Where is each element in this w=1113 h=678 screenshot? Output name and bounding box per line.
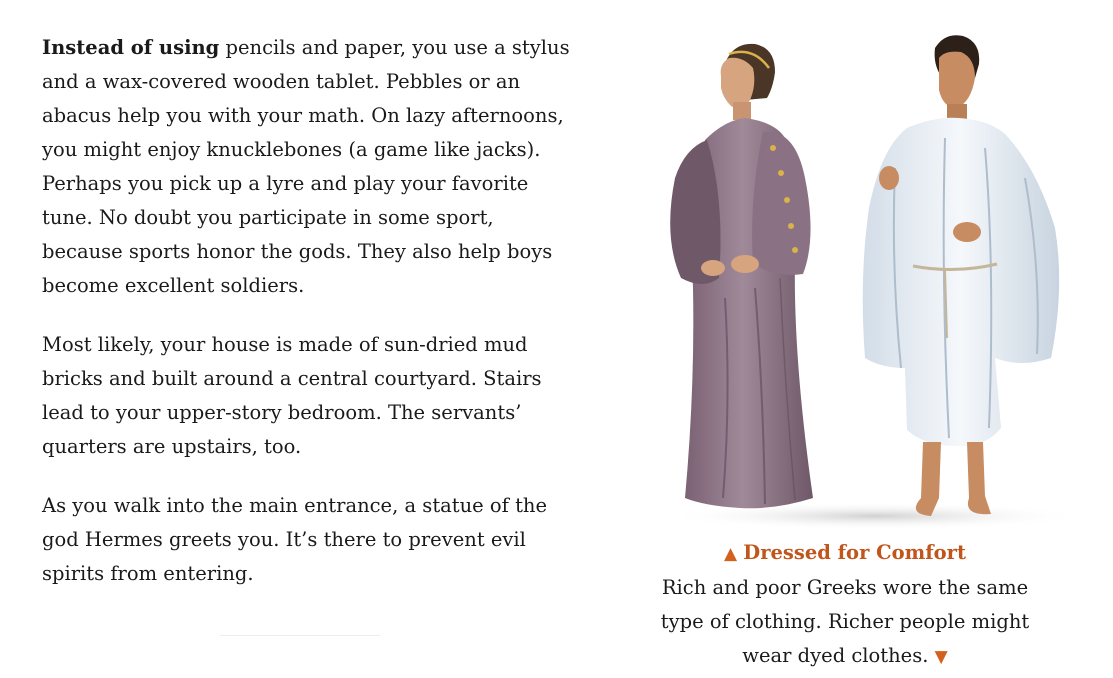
divider (220, 635, 380, 636)
paragraph-entrance: As you walk into the main entrance, a statue of the god Hermes greets you. It’s there to prevent evil spirits from entering. (42, 494, 548, 585)
article-body (42, 31, 572, 616)
woman-figure (670, 44, 813, 508)
caption-text-line (655, 571, 1035, 674)
paragraph-text: pencils and paper, you use a stylus and a wax-covered wooden tablet. Pebbles or an abacus help you with your math. On lazy afternoons, you might enjoy knucklebones (a game like jacks). Perhaps you pick up a lyre and play your favorite tune. No doubt you participate in some sport, because sports honor the gods. They also help boys become excellent soldiers. (42, 36, 570, 297)
greek-clothing-illustration (645, 28, 1085, 533)
paragraph-lead: Instead of using (42, 36, 220, 59)
caption-title-line (655, 536, 1035, 571)
triangle-up-icon: ▲ (724, 544, 738, 564)
paragraph-house: Most likely, your house is made of sun-dried mud bricks and built around a central courtyard. Stairs lead to your upper-story bedroom. The servants’ quarters are upstairs, too. (42, 333, 542, 458)
caption-text: Rich and poor Greeks wore the same type of clothing. Richer people might wear dyed clothes. (660, 576, 1030, 667)
triangle-down-icon: ▼ (934, 647, 948, 667)
caption-title: Dressed for Comfort (743, 541, 966, 564)
paragraph-school (42, 31, 572, 303)
image-caption (655, 536, 1035, 674)
man-figure (863, 35, 1059, 516)
